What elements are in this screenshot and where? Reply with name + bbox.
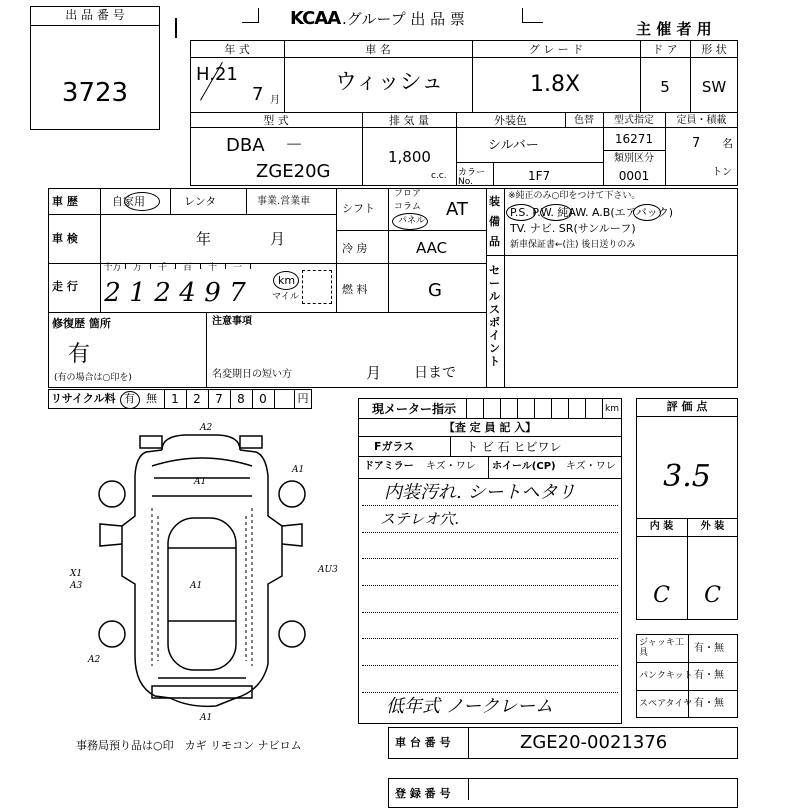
doors-label: ド ア: [652, 43, 678, 56]
damage-mark: A3: [70, 581, 83, 591]
exterior-grade: C: [704, 583, 721, 608]
inspector-note: 低年式 ノークレーム: [386, 696, 554, 717]
recycle-digit: 2: [193, 392, 201, 406]
model-prefix: DBA: [226, 135, 265, 156]
ac-label: 冷 房: [342, 242, 368, 255]
recycle-label: リサイクル料: [51, 392, 116, 405]
equipment-line-2: TV. ナビ. SR(サンルーフ): [510, 222, 636, 235]
form-title: .グループ 出 品 票: [342, 10, 465, 28]
damage-mark: A1: [194, 477, 207, 487]
shift-label: シフト: [342, 202, 375, 215]
vehicle-name: ウィッシュ: [335, 70, 444, 95]
capacity-label: 定員・積載: [676, 115, 727, 126]
wheel-label: ホイール(CP): [492, 461, 556, 472]
fuel-value: G: [428, 280, 442, 301]
meter-unit: km: [605, 404, 619, 414]
car-damage-diagram: [40, 416, 360, 726]
inspector-note: ステレオ穴.: [380, 510, 460, 528]
damage-mark: A2: [88, 655, 101, 665]
damage-mark: AU3: [318, 565, 338, 575]
recycle-digit: 1: [171, 392, 179, 406]
damage-mark: X1: [70, 569, 83, 579]
recycle-no: 無: [146, 392, 157, 405]
inspector-note: 内装汚れ. シートヘタリ: [384, 482, 576, 503]
inspection-month: 月: [270, 230, 286, 248]
cc-unit: c.c.: [431, 171, 447, 181]
color-label: 外装色: [494, 114, 527, 127]
equipment-label-2: 備: [489, 215, 500, 228]
repair-value: 有: [68, 342, 91, 367]
sales-point-label: セールスポイント: [489, 264, 500, 368]
mileage-digit: 2: [154, 278, 171, 308]
exterior-label: 外 装: [700, 521, 725, 532]
repaint-label: 色替: [574, 115, 594, 126]
mileage-digit: 2: [104, 278, 121, 308]
lot-number-label: 出 品 番 号: [65, 8, 125, 22]
history-business: 事業.営業車: [257, 196, 311, 207]
history-label: 車 歴: [52, 195, 78, 208]
inspector-label: 【査 定 員 記 入】: [443, 421, 537, 434]
corner-bracket: [242, 8, 259, 23]
history-rental: レンタ: [184, 195, 217, 208]
meter-label: 現メーター指示: [372, 402, 457, 416]
name-change-month: 月: [366, 364, 382, 382]
month-unit: 月: [270, 95, 280, 106]
body-value: SW: [701, 78, 727, 96]
km-circle: [273, 271, 299, 290]
equipment-circle-ps: [506, 204, 536, 221]
recycle-circle: [120, 391, 140, 409]
tool-label-spare-tire: スペアタイヤ: [639, 699, 693, 709]
category-value: 0001: [618, 169, 650, 183]
type-designation-value: 16271: [614, 132, 654, 146]
wheel-options: キズ・ワレ: [566, 461, 616, 472]
shift-value: AT: [446, 199, 468, 220]
equipment-label-1: 装: [489, 195, 500, 208]
history-circle: [124, 192, 160, 211]
tool-value-jack: 有・無: [694, 643, 724, 654]
type-designation-label: 型式指定: [614, 115, 654, 126]
digit-label-1: 一: [232, 263, 242, 273]
shift-option: コラム: [394, 202, 421, 212]
body-label: 形 状: [701, 43, 727, 56]
grade-label: グ レ ー ド: [528, 43, 584, 56]
mileage-digit: 1: [129, 278, 146, 308]
damage-mark: A1: [190, 581, 203, 591]
glass-options: ト ビ 石 ヒビワレ: [466, 440, 562, 454]
mirror-label: ドアミラー: [364, 461, 414, 472]
fuel-label: 燃 料: [342, 283, 368, 296]
digit-label-10k: 万: [132, 263, 142, 273]
recycle-digit: 7: [215, 392, 223, 406]
score-label: 評 価 点: [666, 400, 708, 413]
organizer-label: 主 催 者 用: [636, 20, 712, 38]
digit-label-1k: 千: [157, 263, 167, 273]
mileage-digit: 4: [179, 278, 196, 308]
damage-mark: A2: [200, 423, 213, 433]
inspection-year: 年: [196, 230, 212, 248]
score-value: 3.5: [663, 459, 711, 494]
recycle-yes: 有: [124, 392, 135, 405]
tool-label-puncture-kit: パンクキット: [639, 671, 693, 681]
shift-circle: [392, 213, 428, 230]
history-private: 自家用: [112, 195, 145, 208]
capacity-unit: 名: [722, 137, 733, 150]
digit-label-10: 十: [207, 263, 217, 273]
category-label: 類別区分: [614, 153, 654, 164]
recycle-digit: 0: [259, 392, 267, 406]
equipment-line-3: 新車保証書←(注) 後日送りのみ: [510, 240, 636, 250]
chassis-label: 車 台 番 号: [395, 736, 451, 749]
shift-option: パネル: [398, 216, 426, 226]
model-dash: －: [285, 135, 303, 156]
corner-bracket: [522, 8, 543, 23]
displacement-value: 1,800: [388, 148, 431, 166]
equipment-line-1: P.S. P.W. 純AW. A.B(エアバック): [510, 206, 674, 219]
ac-value: AAC: [416, 239, 448, 257]
digit-label-100: 百: [182, 263, 192, 273]
recycle-yen: 円: [297, 392, 309, 405]
name-label: 車 名: [365, 43, 391, 56]
equipment-circle-ab: [633, 204, 661, 221]
office-note: 事務局預り品は○印 カギ リモコン ナビロム: [76, 739, 302, 752]
doors-value: 5: [660, 78, 670, 96]
digit-label-100k: 十万: [103, 263, 122, 273]
model-label: 型 式: [263, 114, 289, 127]
registration-label: 登 録 番 号: [395, 787, 451, 800]
model-code: ZGE20G: [256, 161, 331, 182]
equipment-note: ※純正のみ○印をつけて下さい。: [508, 191, 641, 201]
km-unit: km: [278, 274, 296, 287]
name-change-label: 名変期日の短い方: [212, 369, 292, 380]
inspection-label: 車 検: [52, 232, 78, 245]
name-change-day: 日まで: [414, 365, 456, 381]
displacement-label: 排 気 量: [389, 114, 429, 127]
chassis-number: ZGE20-0021376: [520, 732, 668, 753]
mileage-label: 走 行: [52, 280, 78, 293]
color-no-label: カラーNo.: [458, 168, 486, 187]
capacity-value: 7: [692, 136, 701, 151]
equipment-label-3: 品: [489, 235, 500, 248]
tool-label-jack: ジャッキ工具: [639, 638, 684, 658]
mile-unit: マイル: [272, 292, 299, 302]
tool-value-puncture-kit: 有・無: [694, 670, 724, 681]
mileage-extra-box: [302, 270, 332, 304]
shift-option: フロア: [394, 189, 422, 199]
brand-logo: KCAA: [290, 8, 341, 29]
year-label: 年 式: [224, 43, 250, 56]
mirror-options: キズ・ワレ: [426, 461, 476, 472]
color-value: シルバー: [488, 138, 539, 153]
year-value: H.21: [196, 64, 238, 85]
repair-note: (有の場合は○印を): [54, 373, 132, 383]
tool-value-spare-tire: 有・無: [694, 698, 724, 709]
lot-number: 3723: [61, 78, 129, 108]
grade-value: 1.8X: [530, 72, 581, 97]
repair-label: 修復歴 箇所: [52, 317, 111, 330]
load-unit: トン: [712, 167, 732, 178]
month-value: 7: [252, 84, 264, 105]
mileage-digit: 7: [229, 278, 246, 308]
mileage-digit: 9: [204, 278, 221, 308]
damage-mark: A1: [200, 713, 213, 723]
damage-mark: A1: [292, 465, 305, 475]
glass-label: Fガラス: [374, 440, 415, 453]
interior-label: 内 装: [649, 521, 674, 532]
color-no-value: 1F7: [528, 169, 551, 183]
equipment-circle-pw: [540, 204, 572, 221]
recycle-digit: 8: [237, 392, 245, 406]
interior-grade: C: [653, 583, 670, 608]
remarks-label: 注意事項: [212, 316, 252, 327]
